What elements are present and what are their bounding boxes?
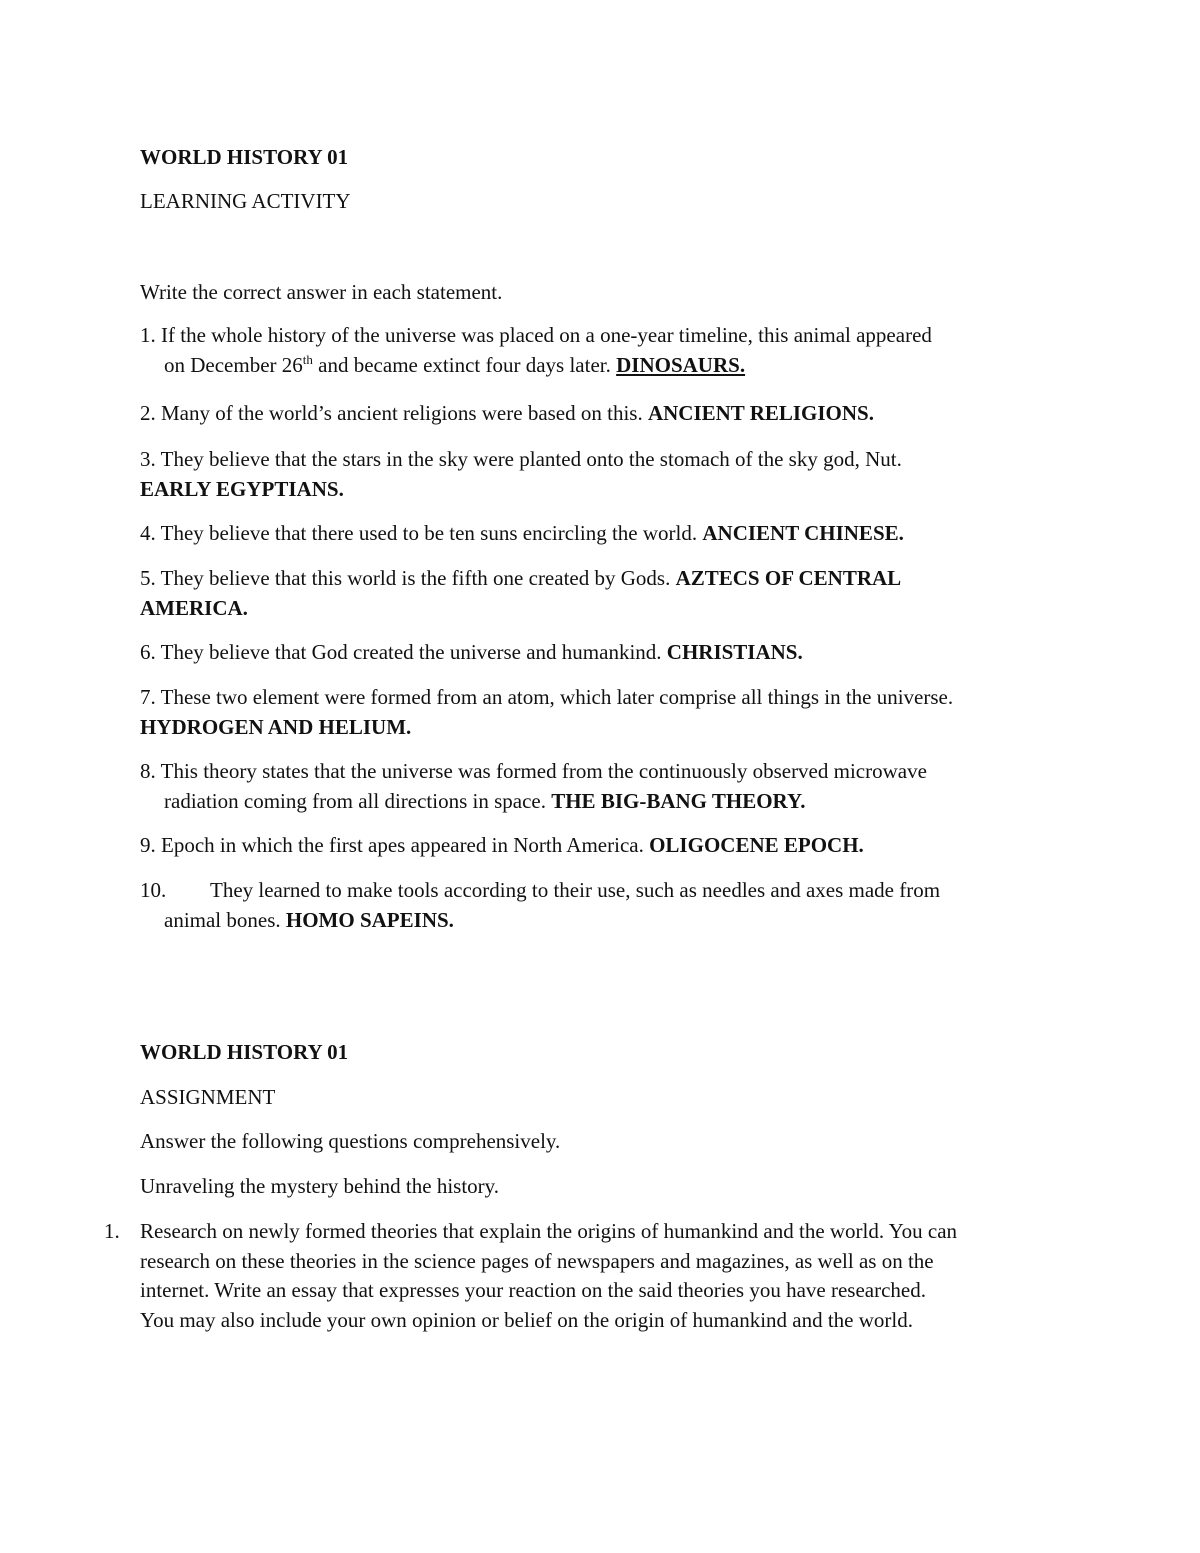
question-2: 2. Many of the world’s ancient religions were based on this. ANCIENT RELIGIONS. (140, 401, 874, 425)
question-7: 7. These two element were formed from an atom, which later comprise all things in the universe. (140, 685, 954, 709)
assignment-item-line-4: You may also include your own opinion or belief on the origin of humankind and the world. (140, 1308, 914, 1332)
answer-2: ANCIENT RELIGIONS. (647, 401, 874, 425)
answer-1: DINOSAURS. (616, 353, 746, 377)
answer-9: OLIGOCENE EPOCH. (649, 833, 864, 857)
assignment-item-line-2: research on these theories in the science pages of newspapers and magazines, as well as on the (140, 1249, 934, 1273)
learning-subtitle: LEARNING ACTIVITY (140, 189, 351, 213)
answer-3: EARLY EGYPTIANS. (140, 477, 344, 501)
question-1-line-1: 1. If the whole history of the universe was placed on a one-year timeline, this animal appeared (140, 323, 932, 347)
answer-5-part-1: AZTECS OF CENTRAL (675, 566, 902, 590)
assignment-subtitle: ASSIGNMENT (140, 1085, 276, 1109)
question-1-line-2: on December 26th and became extinct four days later. DINOSAURS. (164, 352, 746, 377)
question-10-line-2: animal bones. HOMO SAPEINS. (164, 908, 454, 932)
answer-10: HOMO SAPEINS. (285, 908, 454, 932)
assignment-instruction: Answer the following questions comprehensively. (140, 1129, 561, 1153)
question-4: 4. They believe that there used to be ten suns encircling the world. ANCIENT CHINESE. (140, 521, 904, 545)
answer-5-part-2: AMERICA. (140, 596, 248, 620)
answer-8: THE BIG-BANG THEORY. (551, 789, 806, 813)
learning-title: WORLD HISTORY 01 (140, 145, 349, 169)
assignment-title: WORLD HISTORY 01 (140, 1040, 349, 1064)
answer-6: CHRISTIANS. (666, 640, 803, 664)
answer-4: ANCIENT CHINESE. (702, 521, 904, 545)
question-10-line-1: 10. They learned to make tools according to their use, such as needles and axes made from (140, 878, 941, 902)
assignment-item-line-3: internet. Write an essay that expresses your reaction on the said theories you have researched. (140, 1278, 926, 1302)
question-6: 6. They believe that God created the universe and humankind. CHRISTIANS. (140, 640, 803, 664)
assignment-topic: Unraveling the mystery behind the history. (140, 1174, 500, 1198)
question-9: 9. Epoch in which the first apes appeared in North America. OLIGOCENE EPOCH. (140, 833, 864, 857)
question-8-line-1: 8. This theory states that the universe was formed from the continuously observed microwave (140, 759, 927, 783)
assignment-item-number: 1. (104, 1219, 120, 1243)
assignment-item-line-1: Research on newly formed theories that explain the origins of humankind and the world. You can (140, 1219, 958, 1243)
question-5: 5. They believe that this world is the fifth one created by Gods. AZTECS OF CENTRAL (140, 566, 902, 590)
answer-7: HYDROGEN AND HELIUM. (140, 715, 412, 739)
question-3: 3. They believe that the stars in the sky were planted onto the stomach of the sky god, Nut. (140, 447, 902, 471)
learning-instruction: Write the correct answer in each statement. (140, 280, 503, 304)
question-8-line-2: radiation coming from all directions in space. THE BIG-BANG THEORY. (164, 789, 806, 813)
